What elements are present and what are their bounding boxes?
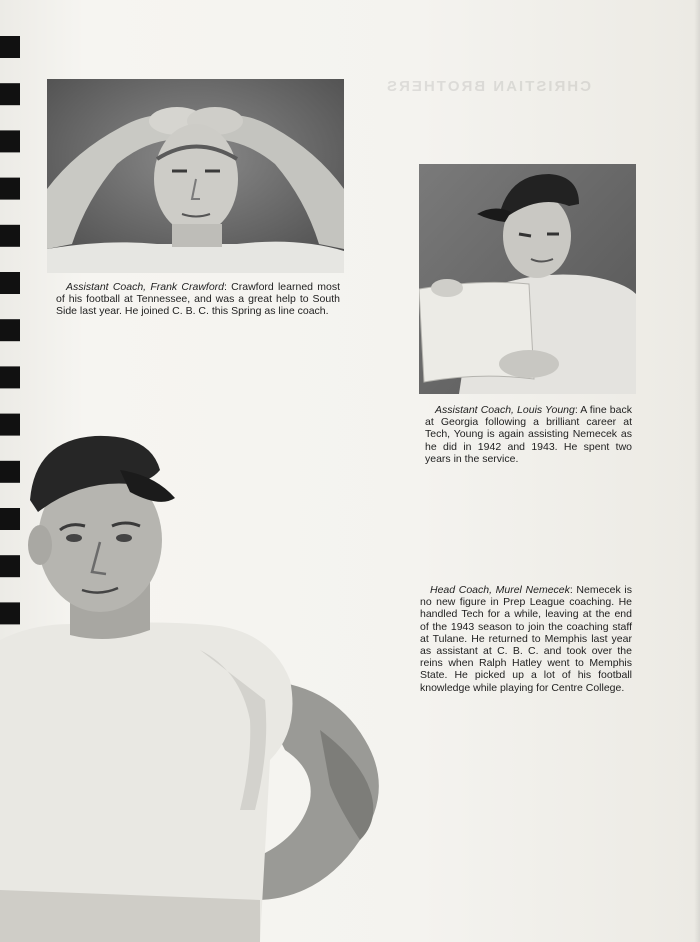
photo-frank-crawford (47, 79, 344, 273)
caption-body: : Nemecek is no new figure in Prep League coaching. He handled Tech for a while, leaving at the end of the 1943 season to join the coaching staff at Tulane. He returned to Memphis last year as assistant at C. B. C. and took over the reins when Ralph Hatley went to Memphis State. He picked up a lot of his football knowledge while playing for Centre College. (420, 584, 632, 694)
binding-hole (0, 366, 20, 388)
photo-murel-nemecek (0, 430, 400, 942)
binding-hole (0, 83, 20, 105)
caption-role: Head Coach, Murel Nemecek (430, 584, 570, 596)
caption-body: : Crawford learned most of his football at Tennessee, and was a great help to South Side last year. He joined C. B. C. this Spring as line coach. (56, 281, 340, 318)
caption-body: : A fine back at Georgia following a brilliant career at Tech, Young is again assisting Nemecek as he did in 1942 and 1943. He spent two years in the service. (425, 404, 632, 465)
photo-louis-young (419, 164, 636, 394)
caption-role: Assistant Coach, Louis Young (435, 404, 575, 416)
binding-hole (0, 130, 20, 152)
bleed-through-text: CHRISTIAN BROTHERS (385, 78, 592, 95)
binding-hole (0, 319, 20, 341)
binding-hole (0, 178, 20, 200)
binding-hole (0, 36, 20, 58)
caption-role: Assistant Coach, Frank Crawford (66, 281, 224, 293)
caption-louis-young (425, 404, 632, 465)
caption-murel-nemecek (420, 584, 632, 694)
binding-hole (0, 225, 20, 247)
caption-frank-crawford (56, 281, 340, 318)
binding-hole (0, 272, 20, 294)
